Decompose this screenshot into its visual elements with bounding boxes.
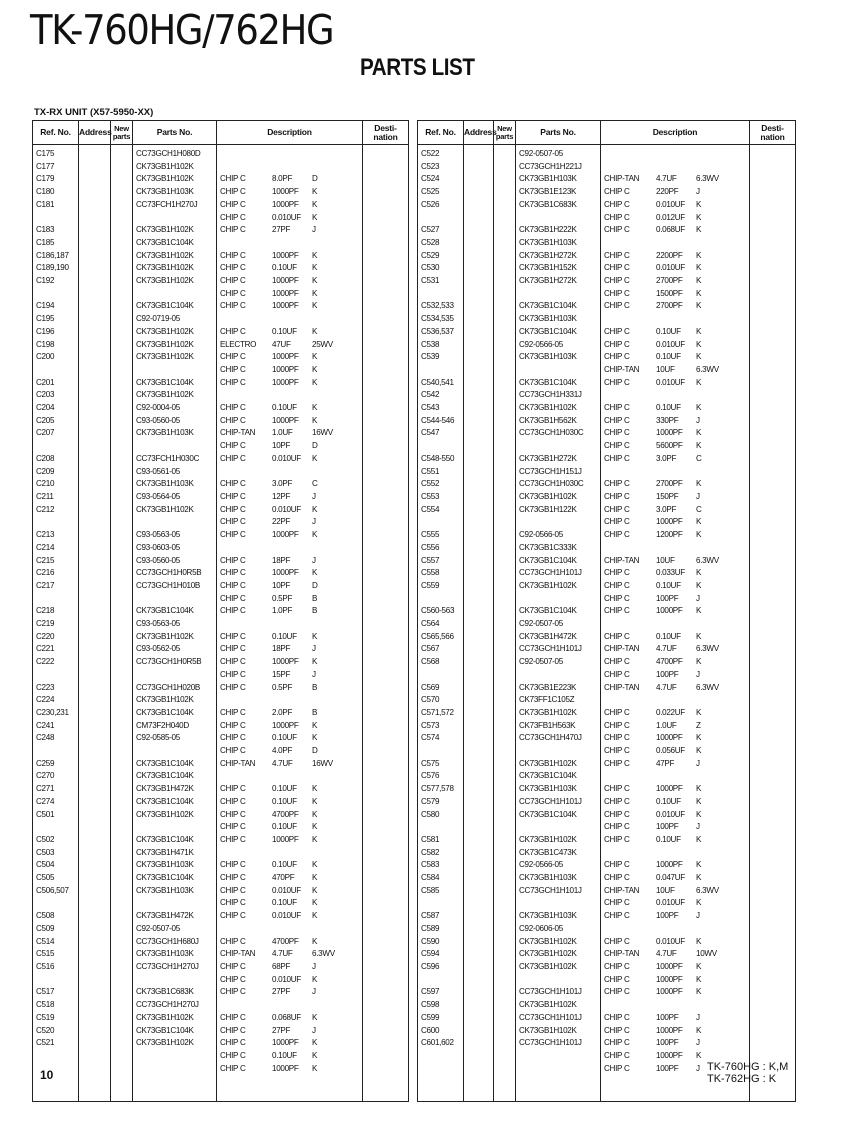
col-new-parts: New parts — [111, 121, 133, 145]
parts-table-left — [32, 120, 409, 1102]
col-ref-no: Ref. No. — [33, 121, 79, 145]
unit-title: TX-RX UNIT (X57-5950-XX) — [34, 107, 154, 118]
description-column — [601, 145, 750, 1102]
new-parts-column — [494, 145, 516, 1102]
model-destination-note: TK-760HG : K,M TK-762HG : K — [707, 1061, 789, 1085]
col-parts-no: Parts No. — [516, 121, 601, 145]
table-header-row — [33, 121, 409, 145]
destination-column — [363, 145, 409, 1102]
destination-column — [750, 145, 796, 1102]
description-type: CHIP-TAN CHIP C CHIP C CHIP C CHIP C CHIP C CHIP C CHIP C CHIP C CHIP C CHIP C CHIP C CHIP C CHIP-TAN CHIP C CHIP C CHIP C CHIP C CHIP C CHIP C CHIP C CHIP C CHIP C CHIP C CHIP C CHIP-TAN CHIP C CHIP C CHIP C CHIP C CHIP C CHIP-TAN CHIP C CHIP C CHIP-TAN CHIP C CHIP C CHIP C CHIP C CHIP C CHIP C CHIP C CHIP C CHIP C CHIP C CHIP C CHIP C CHIP-TAN CHIP C CHIP C CHIP C CHIP-TAN CHIP C CHIP C CHIP C CHIP C CHIP C CHIP C CHIP C CHIP C — [604, 174, 640, 1073]
model-title: TK-760HG/762HG — [30, 6, 334, 54]
description-value: 4.7UF 220PF 0.010UF 0.012UF 0.068UF 2200PF 0.010UF 2700PF 1500PF 2700PF 0.10UF 0.010UF 0.10UF 10UF 0.010UF 0.10UF 330PF 1000PF 5600PF 3.0PF 2700PF 150PF 3.0PF 1000PF 1200PF 10UF 0.033UF 0.10UF 100PF 1000PF 0.10UF 4.7UF 4700PF 100PF 4.7UF 0.022UF 1.0UF 1000PF 0.056UF 47PF 1000PF 0.10UF 0.010UF 100PF 0.10UF 1000PF 0.047UF 10UF 0.010UF 100PF 0.010UF 4.7UF 1000PF 1000PF 1000PF 100PF 1000PF 100PF 1000PF 100PF — [656, 174, 685, 1073]
description-tolerance: D K K K J K K K K K K 25WV K K K K K 16WV D K C J K J K J K D B B K J K J B B K K D 16WV K K K K K K K K K K K 6.3WV J K J K J K K K — [312, 174, 335, 1073]
description-value: 8.0PF 1000PF 1000PF 0.010UF 27PF 1000PF 0.10UF 1000PF 1000PF 1000PF 0.10UF 47UF 1000PF 1000PF 1000PF 0.10UF 1000PF 1.0UF 10PF 0.010UF 3.0PF 12PF 0.010UF 22PF 1000PF 18PF 1000PF 10PF 0.5PF 1.0PF 0.10UF 18PF 1000PF 15PF 0.5PF 2.0PF 1000PF 0.10UF 4.0PF 4.7UF 0.10UF 0.10UF 4700PF 0.10UF 1000PF 0.10UF 470PF 0.010UF 0.10UF 0.010UF 4700PF 4.7UF 68PF 0.010UF 27PF 0.068UF 27PF 1000PF 0.10UF 1000PF — [272, 174, 301, 1073]
description-type: CHIP C CHIP C CHIP C CHIP C CHIP C CHIP C CHIP C CHIP C CHIP C CHIP C CHIP C ELECTRO CHIP C CHIP C CHIP C CHIP C CHIP C CHIP-TAN CHIP C CHIP C CHIP C CHIP C CHIP C CHIP C CHIP C CHIP C CHIP C CHIP C CHIP C CHIP C CHIP C CHIP C CHIP C CHIP C CHIP C CHIP C CHIP C CHIP C CHIP C CHIP-TAN CHIP C CHIP C CHIP C CHIP C CHIP C CHIP C CHIP C CHIP C CHIP C CHIP C CHIP C CHIP-TAN CHIP C CHIP C CHIP C CHIP C CHIP C CHIP C CHIP C CHIP C — [220, 174, 257, 1073]
table-header-row — [418, 121, 796, 145]
col-new-parts: New parts — [494, 121, 516, 145]
col-address: Address — [464, 121, 494, 145]
new-parts-column — [111, 145, 133, 1102]
col-description: Description — [217, 121, 363, 145]
parts-no-column: CC73GCH1H080D CK73GB1H102K CK73GB1H102K CK73GB1H103K CC73FCH1H270J CK73GB1H102K CK73GB1C104K CK73GB1H102K CK73GB1H102K CK73GB1H102K CK73GB1C104K C92-0719-05 CK73GB1H102K CK73GB1H102K CK73GB1H102K CK73GB1C104K CK73GB1H102K C92-0004-05 C93-0560-05 CK73GB1H103K CC73FCH1H030C C93-0561-05 CK73GB1H103K C93-0564-05 CK73GB1H102K C93-0563-05 C93-0603-05 C93-0560-05 CC73GCH1H0R5B CC73GCH1H010B CK73GB1C104K C93-0563-05 CK73GB1H102K C93-0562-05 CC73GCH1H0R5B CC73GCH1H020B CK73GB1H102K CK73GB1C104K CM73F2H040D C92-0585-05 CK73GB1C104K CK73GB1C104K CK73GB1H472K CK73GB1C104K CK73GB1H102K CK73GB1C104K CK73GB1H471K CK73GB1H103K CK73GB1C104K CK73GB1H103K CK73GB1H472K C92-0507-05 CC73GCH1H680J CK73GB1H103K CC73GCH1H270J CK73GB1C683K CC73GCH1H270J CK73GB1H102K CK73GB1C104K CK73GB1H102K — [133, 145, 217, 1102]
table-body-row — [33, 145, 409, 1102]
section-title: PARTS LIST — [360, 54, 475, 81]
col-description: Description — [601, 121, 750, 145]
page-number: 10 — [40, 1068, 54, 1082]
col-destination: Desti- nation — [363, 121, 409, 145]
col-ref-no: Ref. No. — [418, 121, 464, 145]
parts-no-column: C92-0507-05 CC73GCH1H221J CK73GB1H103K CK73GB1E123K CK73GB1C683K CK73GB1H222K CK73GB1H103K CK73GB1H272K CK73GB1H152K CK73GB1H272K CK73GB1C104K CK73GB1H103K CK73GB1C104K C92-0566-05 CK73GB1H103K CK73GB1C104K CC73GCH1H331J CK73GB1H102K CK73GB1H562K CC73GCH1H030C CK73GB1H272K CC73GCH1H151J CC73GCH1H030C CK73GB1H102K CK73GB1H122K C92-0566-05 CK73GB1C333K CK73GB1C104K CC73GCH1H101J CK73GB1H102K CK73GB1C104K C92-0507-05 CK73GB1H472K CC73GCH1H101J C92-0507-05 CK73GB1E223K CK73FF1C105Z CK73GB1H102K CK73FB1H563K CC73GCH1H470J CK73GB1H102K CK73GB1C104K CK73GB1H103K CC73GCH1H101J CK73GB1C104K CK73GB1H102K CK73GB1C473K C92-0566-05 CK73GB1H103K CC73GCH1H101J CK73GB1H103K C92-0606-05 CK73GB1H102K CK73GB1H102K CK73GB1H102K CC73GCH1H101J CK73GB1H102K CC73GCH1H101J CK73GB1H102K CC73GCH1H101J — [516, 145, 601, 1102]
description-column — [217, 145, 363, 1102]
table-body-row — [418, 145, 796, 1102]
parts-table-right — [417, 120, 796, 1102]
ref-no-column: C175 C177 C179 C180 C181 C183 C185 C186,187 C189,190 C192 C194 C195 C196 C198 C200 C201 C203 C204 C205 C207 C208 C209 C210 C211 C212 C213 C214 C215 C216 C217 C218 C219 C220 C221 C222 C223 C224 C230,231 C241 C248 C259 C270 C271 C274 C501 C502 C503 C504 C505 C506,507 C508 C509 C514 C515 C516 C517 C518 C519 C520 C521 — [33, 145, 79, 1102]
col-address: Address — [79, 121, 111, 145]
col-destination: Desti- nation — [750, 121, 796, 145]
address-column — [464, 145, 494, 1102]
col-parts-no: Parts No. — [133, 121, 217, 145]
ref-no-column: C522 C523 C524 C525 C526 C527 C528 C529 C530 C531 C532,533 C534,535 C536,537 C538 C539 C540,541 C542 C543 C544-546 C547 C548-550 C551 C552 C553 C554 C555 C556 C557 C558 C559 C560-563 C564 C565,566 C567 C568 C569 C570 C571,572 C573 C574 C575 C576 C577,578 C579 C580 C581 C582 C583 C584 C585 C587 C589 C590 C594 C596 C597 C598 C599 C600 C601,602 — [418, 145, 464, 1102]
address-column — [79, 145, 111, 1102]
description-tolerance: 6.3WV J K K K K K K K K K K K 6.3WV K K J K K C K J C K K 6.3WV K K J K K 6.3WV K J 6.3WV K Z K K J K K K J K K K 6.3WV K J K 10WV K K K J K J K J — [696, 174, 719, 1073]
